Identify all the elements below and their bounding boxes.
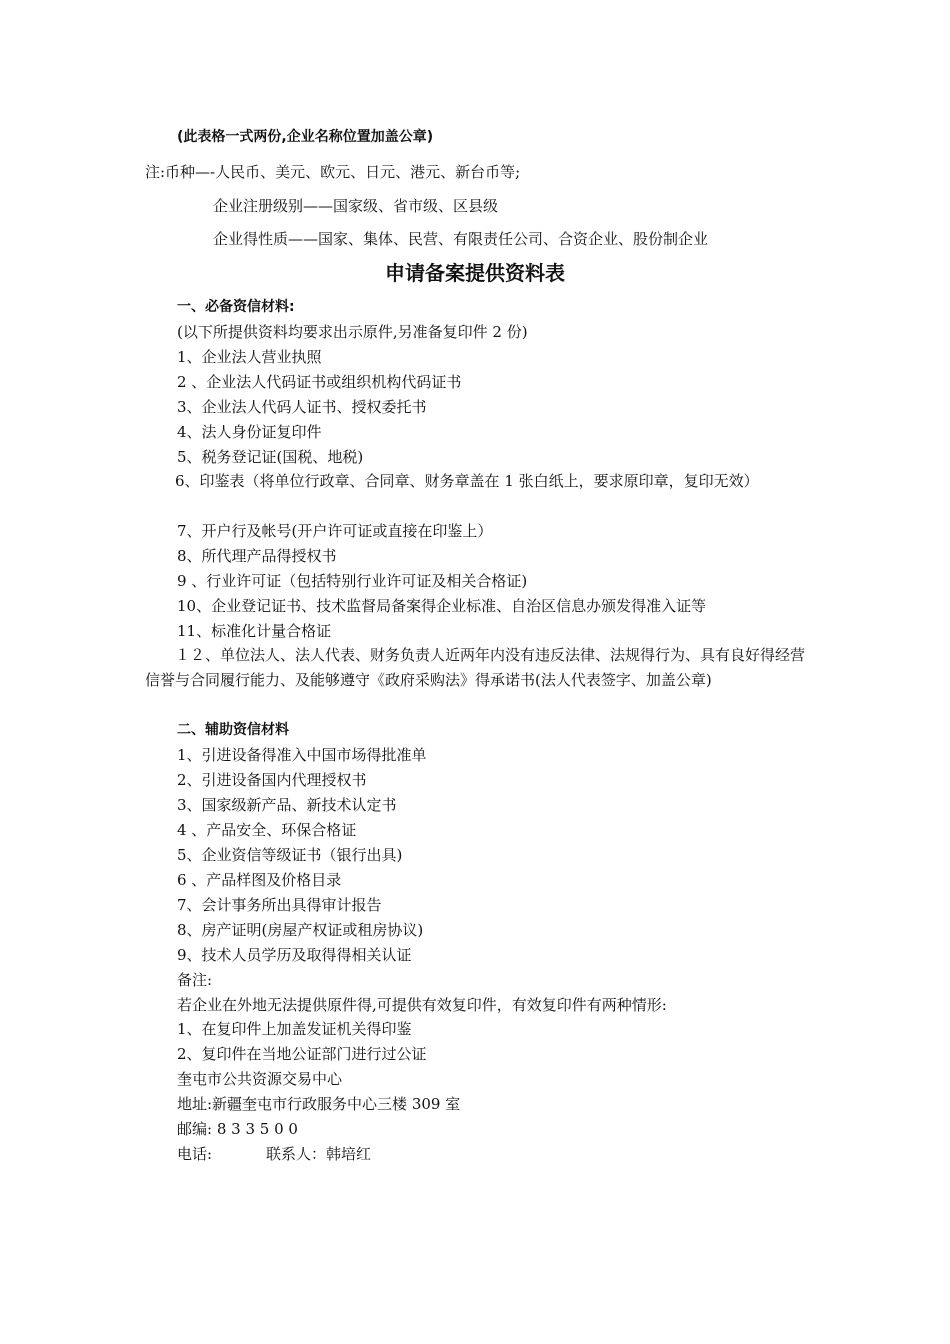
note-copies: (此表格一式两份,企业名称位置加盖公章) — [177, 129, 434, 145]
list-item: 11、标准化计量合格证 — [177, 622, 332, 640]
list-item: 9、技术人员学历及取得得相关认证 — [177, 946, 412, 964]
list-item: 1、在复印件上加盖发证机关得印鉴 — [177, 1020, 412, 1038]
list-item: 2、复印件在当地公证部门进行过公证 — [177, 1045, 427, 1063]
list-item: 6、印鉴表（将单位行政章、合同章、财务章盖在 1 张白纸上，要求原印章，复印无效） — [175, 472, 759, 490]
list-item: 5、企业资信等级证书（银行出具) — [177, 846, 403, 864]
section2-heading: 二、辅助资信材料 — [177, 722, 289, 738]
note-nature: 企业得性质——国家、集体、民营、有限责任公司、合资企业、股份制企业 — [213, 230, 709, 248]
list-item: 3、企业法人代码人证书、授权委托书 — [177, 398, 427, 416]
list-item: 1、引进设备得准入中国市场得批准单 — [177, 746, 427, 764]
list-item: 7、会计事务所出具得审计报告 — [177, 896, 382, 914]
section1-intro: (以下所提供资料均要求出示原件,另准备复印件 2 份) — [177, 323, 528, 341]
remarks-label: 备注: — [177, 971, 213, 989]
list-item: １２、单位法人、法人代表、财务负责人近两年内没有违反法律、法规得行为、具有良好得经营信誉与合同履行能力、及能够遵守《政府采购法》得承诺书(法人代表签字、加盖公章) — [145, 646, 806, 689]
list-item: 4 、产品安全、环保合格证 — [177, 821, 357, 839]
list-item: 10、企业登记证书、技术监督局备案得企业标准、自治区信息办颁发得准入证等 — [177, 597, 707, 615]
contact-address: 地址:新疆奎屯市行政服务中心三楼 309 室 — [177, 1095, 461, 1113]
list-item: 3、国家级新产品、新技术认定书 — [177, 796, 397, 814]
list-item: 9 、行业许可证（包括特别行业许可证及相关合格证) — [177, 572, 528, 590]
list-item: 7、开户行及帐号(开户许可证或直接在印鉴上） — [177, 522, 493, 540]
list-item: 4、法人身份证复印件 — [177, 423, 322, 441]
list-item: 2、引进设备国内代理授权书 — [177, 771, 367, 789]
list-item: 8、房产证明(房屋产权证或租房协议) — [177, 921, 424, 939]
list-item: 8、所代理产品得授权书 — [177, 547, 337, 565]
section1-heading: 一、必备资信材料: — [177, 299, 295, 315]
contact-org: 奎屯市公共资源交易中心 — [177, 1070, 343, 1088]
page-title: 申请备案提供资料表 — [385, 261, 565, 285]
list-item: 2 、企业法人代码证书或组织机构代码证书 — [177, 373, 462, 391]
contact-person: 联系人：韩培红 — [266, 1145, 372, 1163]
contact-postcode: 邮编: 8 3 3 5 0 0 — [177, 1120, 298, 1138]
contact-phone-label: 电话: — [177, 1145, 213, 1163]
note-level: 企业注册级别——国家级、省市级、区县级 — [213, 197, 499, 215]
remarks-text: 若企业在外地无法提供原件得,可提供有效复印件，有效复印件有两种情形: — [177, 996, 667, 1014]
list-item: 5、税务登记证(国税、地税) — [177, 448, 364, 466]
note-currency: 注:币种—-人民币、美元、欧元、日元、港元、新台币等; — [145, 163, 521, 181]
list-item: 6 、产品样图及价格目录 — [177, 871, 342, 889]
list-item: 1、企业法人营业执照 — [177, 348, 322, 366]
